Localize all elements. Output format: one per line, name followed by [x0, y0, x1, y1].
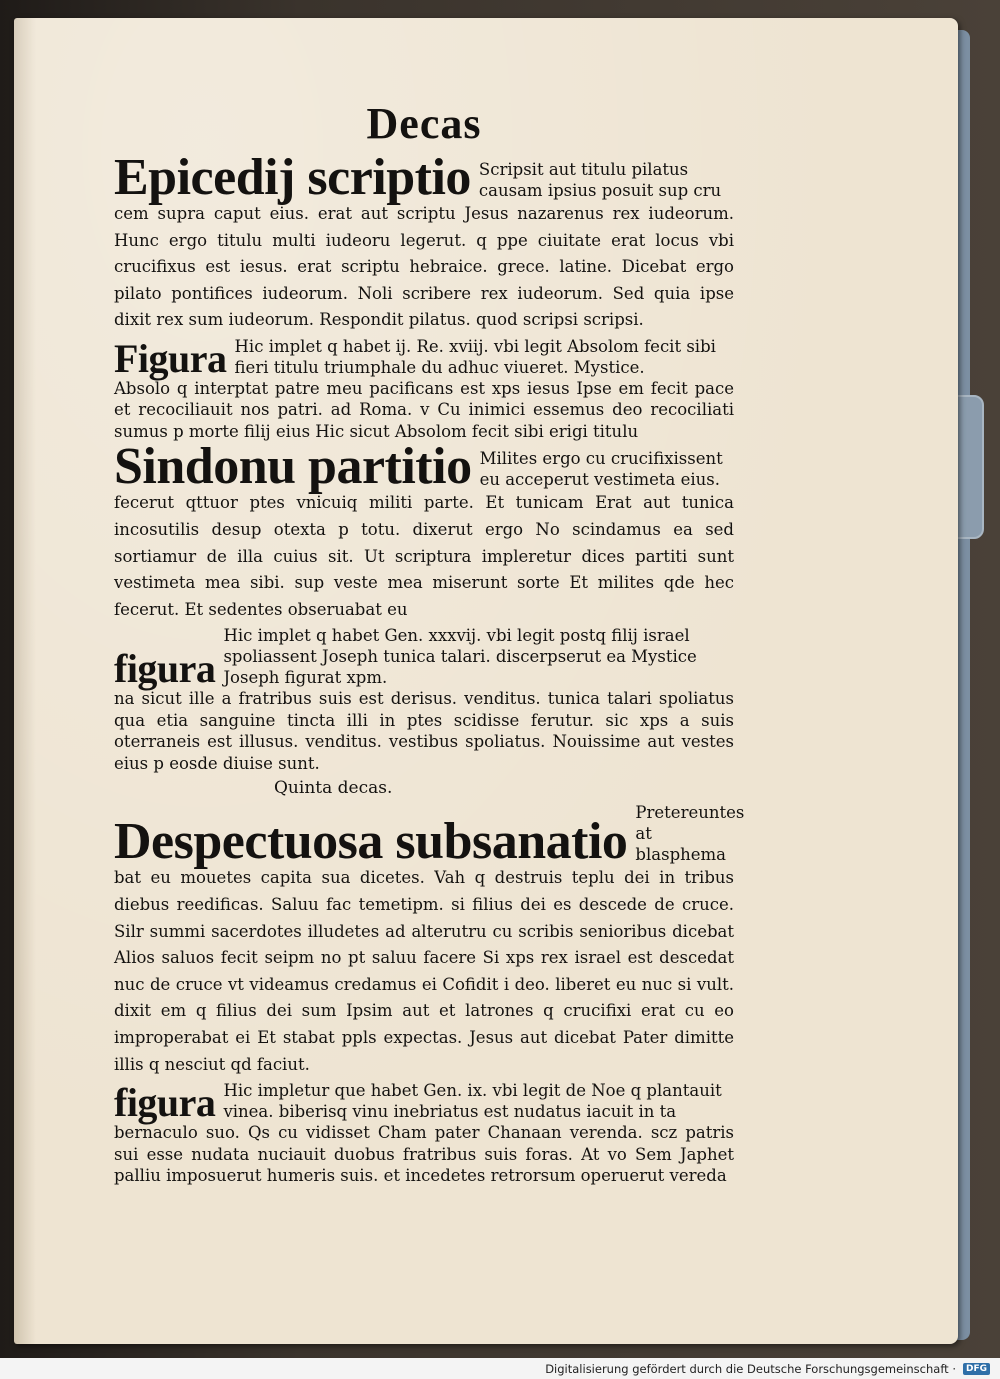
- section-side-6: Hic impletur que habet Gen. ix. vbi legit de Noe q plantauit vinea. biberisq vinu inebriatus est nudatus iacuit in ta: [223, 1081, 722, 1122]
- section-head-1: [114, 149, 734, 206]
- decade-marker: Quinta decas.: [274, 778, 393, 799]
- section-title-2: Figura: [114, 335, 227, 381]
- section-side-4: Hic implet q habet Gen. xxxvij. vbi legit postq filij israel spoliassent Joseph tunica talari. discerpserut ea Mystice Joseph figurat xpm.: [223, 626, 697, 688]
- section-body-5: bat eu mouetes capita sua dicetes. Vah q destruis teplu dei in tribus diebus reedificas. Saluu fac temetipm. si filius dei es descede de cruce. Silr summi sacerdotes illudetes ad alterutru cu scribis senioribus dicebat Alios saluos fecit seipm no pt saluu facere Si xps rex israel est descedat nuc de cruce vt videamus credamus ei Cofidit i deo. liberet eu nuc si vult. dixit em q filius dei sum Ipsim aut et latrones q crucifixi erat cu eo improperabat ei Et stabat ppls expectas. Jesus aut dicebat Pater dimitte illis q nesciut qd faciut.: [114, 868, 734, 1074]
- section-body-2: Absolo q interptat patre meu pacificans est xps iesus Ipse em fecit pace et recociliauit nos patri. ad Roma. v Cu inimici essemus deo recociliati sumus p morte filij eius Hic sicut Absolom fecit sibi erigi titulu: [114, 378, 734, 441]
- section-title-5: Despectuosa subsanatio: [114, 813, 628, 871]
- funding-footer: [0, 1358, 1000, 1379]
- section-title-1: Epicedij scriptio: [114, 149, 471, 206]
- text-block: [114, 98, 745, 1187]
- section-title-3: Sindonu partitio: [114, 438, 472, 496]
- funding-text: Digitalisierung gefördert durch die Deutsche Forschungsgemeinschaft ·: [545, 1361, 956, 1376]
- section-side-2: Hic implet q habet ij. Re. xviij. vbi legit Absolom fecit sibi fieri titulu triumphale du adhuc viueret. Mystice.: [234, 336, 716, 377]
- section-title-6: figura: [114, 1080, 216, 1126]
- book-page: [14, 18, 958, 1344]
- section-head-6: [114, 1080, 734, 1126]
- section-side-3: Milites ergo cu crucifixissent eu acceperut vestimeta eius.: [479, 449, 723, 490]
- running-head: Decas: [366, 99, 482, 148]
- section-title-4: figura: [114, 646, 216, 692]
- section-body-6: bernaculo suo. Qs cu vidisset Cham pater Chanaan verenda. scz patris sui esse nudata nuciauit duobus fratribus suis foras. At vo Sem Japhet palliu imposuerut humeris suis. et incedetes retrorsum operuerut vereda: [114, 1123, 734, 1186]
- section-side-5: Pretereuntes at blasphema: [635, 803, 745, 865]
- section-body-3: fecerut qttuor ptes vnicuiq militi parte. Et tunicam Erat aut tunica incosutilis desup otexta p totu. dixerut ergo No scindamus ea sed sortiamur de illa cuius sit. Ut scriptura impleretur dices partiti sunt vestimeta mea sibi. sup veste mea miserunt sorte Et milites qde hec fecerut. Et sedentes obseruabat eu: [114, 493, 734, 619]
- section-head-3: [114, 438, 734, 496]
- section-body-1: cem supra caput eius. erat aut scriptu Jesus nazarenus rex iudeorum. Hunc ergo titulu multi iudeoru legerut. q ppe ciuitate erat locus vbi crucifixus est iesus. erat scriptu hebraice. grece. latine. Dicebat ergo pilato pontifices iudeorum. Noli scribere rex iudeorum. Sed quia ipse dixit rex sum iudeorum. Respondit pilatus. quod scripsi scripsi.: [114, 204, 734, 330]
- section-head-4: [114, 625, 734, 692]
- dfg-logo: DFG: [963, 1363, 990, 1375]
- section-side-1: Scripsit aut titulu pilatus causam ipsius posuit sup cru: [478, 160, 722, 200]
- section-body-4: na sicut ille a fratribus suis est derisus. venditus. tunica talari spoliatus qua etia sanguine tincta illi in ptes scidisse ferutur. sic xps a suis oterraneis est illusus. venditus. vestibus spoliatus. Nouissime aut vestes eius p eosde diuise sunt.: [114, 689, 734, 773]
- section-head-5: [114, 802, 745, 871]
- section-head-2: [114, 335, 734, 381]
